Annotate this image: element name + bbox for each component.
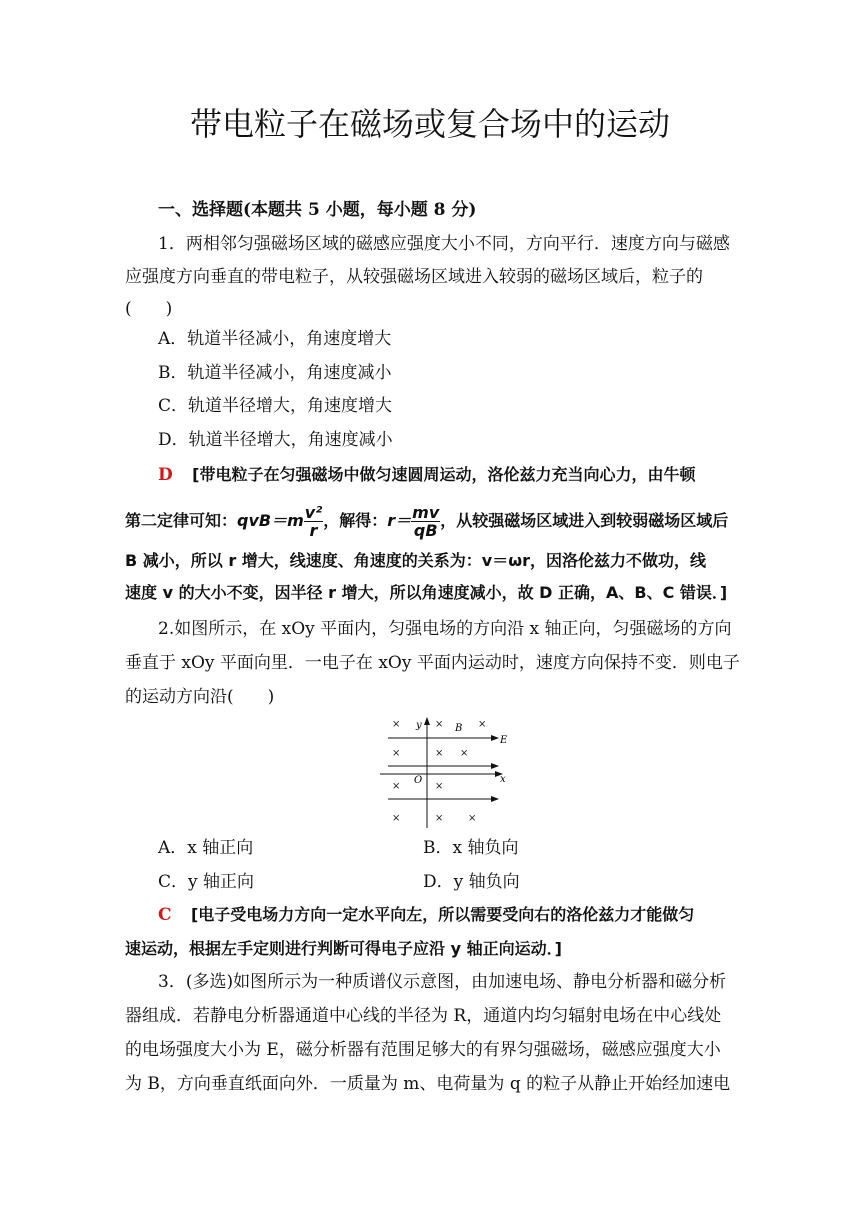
- page-title: 带电粒子在磁场或复合场中的运动: [189, 105, 670, 143]
- cross-mark: ×: [392, 813, 401, 824]
- cross-mark: ×: [435, 719, 444, 730]
- q3-stem-line-3: 的电场强度大小为 E，磁分析器有范围足够大的有界匀强磁场，磁感应强度大小: [125, 1040, 721, 1060]
- cross-mark: ×: [468, 813, 477, 824]
- cross-mark: ×: [392, 748, 401, 759]
- q1-option-b: B．轨道半径减小，角速度减小: [158, 363, 392, 383]
- q1-stem-line-1: 1．两相邻匀强磁场区域的磁感应强度大小不同，方向平行．速度方向与磁感: [158, 234, 730, 254]
- cross-mark: ×: [392, 719, 401, 730]
- cross-mark: ×: [478, 719, 487, 730]
- q2-stem-line-3: 的运动方向沿( ): [125, 687, 275, 707]
- q1-stem-line-3: ( ): [125, 299, 173, 319]
- cross-mark: ×: [392, 781, 401, 792]
- q2-option-c: C．y 轴正向: [158, 872, 255, 892]
- cross-mark: ×: [460, 748, 469, 759]
- q1-stem-line-2: 应强度方向垂直的带电粒子，从较强磁场区域进入较弱的磁场区域后，粒子的: [125, 267, 703, 287]
- x-label: x: [500, 774, 506, 785]
- q1-option-a: A．轨道半径减小，角速度增大: [158, 329, 392, 349]
- cross-mark: ×: [435, 748, 444, 759]
- y-label: y: [416, 720, 422, 731]
- q1-fraction-v2-over-r: $\frac{\text{v²}}{r}$: [304, 503, 323, 540]
- e-label: E: [500, 735, 508, 746]
- q2-answer-letter: C: [158, 905, 172, 925]
- q1-answer-letter: D: [158, 465, 173, 485]
- section-heading: 一、选择题(本题共 5 小题，每小题 8 分): [158, 200, 477, 220]
- q1-explanation-line-4: 速度 v 的大小不变，因半径 r 增大，所以角速度减小，故 D 正确，A、B、C 错误．]: [125, 583, 728, 602]
- q3-stem-line-4: 为 B，方向垂直纸面向外．一质量为 m、电荷量为 q 的粒子从静止开始经加速电: [125, 1074, 731, 1094]
- q1-explanation-line-3: B 减小，所以 r 增大，线速度、角速度的关系为：v＝ωr，因洛伦兹力不做功，线: [125, 551, 707, 570]
- q2-field-figure: [370, 710, 520, 830]
- cross-mark: ×: [435, 781, 444, 792]
- q2-option-d: D．y 轴负向: [423, 872, 520, 892]
- q3-stem-line-1: 3．(多选)如图所示为一种质谱仪示意图，由加速电场、静电分析器和磁分析: [158, 972, 727, 992]
- q1-explanation-line-2: 第二定律可知：qvB＝m $\frac{\text{v²}}{r}$ ，解得：r＝ $\frac{mv}{qB}$ ，从较强磁场区域进入到较弱磁场区域后: [125, 503, 729, 540]
- q2-stem-line-2: 垂直于 xOy 平面向里．一电子在 xOy 平面内运动时，速度方向保持不变．则电子: [125, 653, 740, 673]
- b-label: B: [455, 723, 463, 734]
- q2-option-a: A．x 轴正向: [158, 838, 254, 858]
- q3-stem-line-2: 器组成．若静电分析器通道中心线的半径为 R，通道内均匀辐射电场在中心线处: [125, 1006, 722, 1026]
- q2-option-b: B．x 轴负向: [423, 838, 519, 858]
- q2-stem-line-1: 2.如图所示，在 xOy 平面内，匀强电场的方向沿 x 轴正向，匀强磁场的方向: [158, 619, 732, 639]
- q1-option-c: C．轨道半径增大，角速度增大: [158, 396, 393, 416]
- q1-fraction-mv-over-qb: $\frac{mv}{qB}$: [412, 503, 440, 540]
- q2-explanation-line-2: 速运动，根据左手定则进行判断可得电子应沿 y 轴正向运动．]: [125, 939, 562, 958]
- q1-explanation-line-1: [带电粒子在匀强磁场中做匀速圆周运动，洛伦兹力充当向心力，由牛顿: [192, 465, 696, 484]
- cross-mark: ×: [435, 813, 444, 824]
- q2-explanation-line-1: [电子受电场力方向一定水平向左，所以需要受向右的洛伦兹力才能做匀: [190, 905, 695, 924]
- o-label: O: [414, 775, 423, 786]
- q1-option-d: D．轨道半径增大，角速度减小: [158, 430, 393, 450]
